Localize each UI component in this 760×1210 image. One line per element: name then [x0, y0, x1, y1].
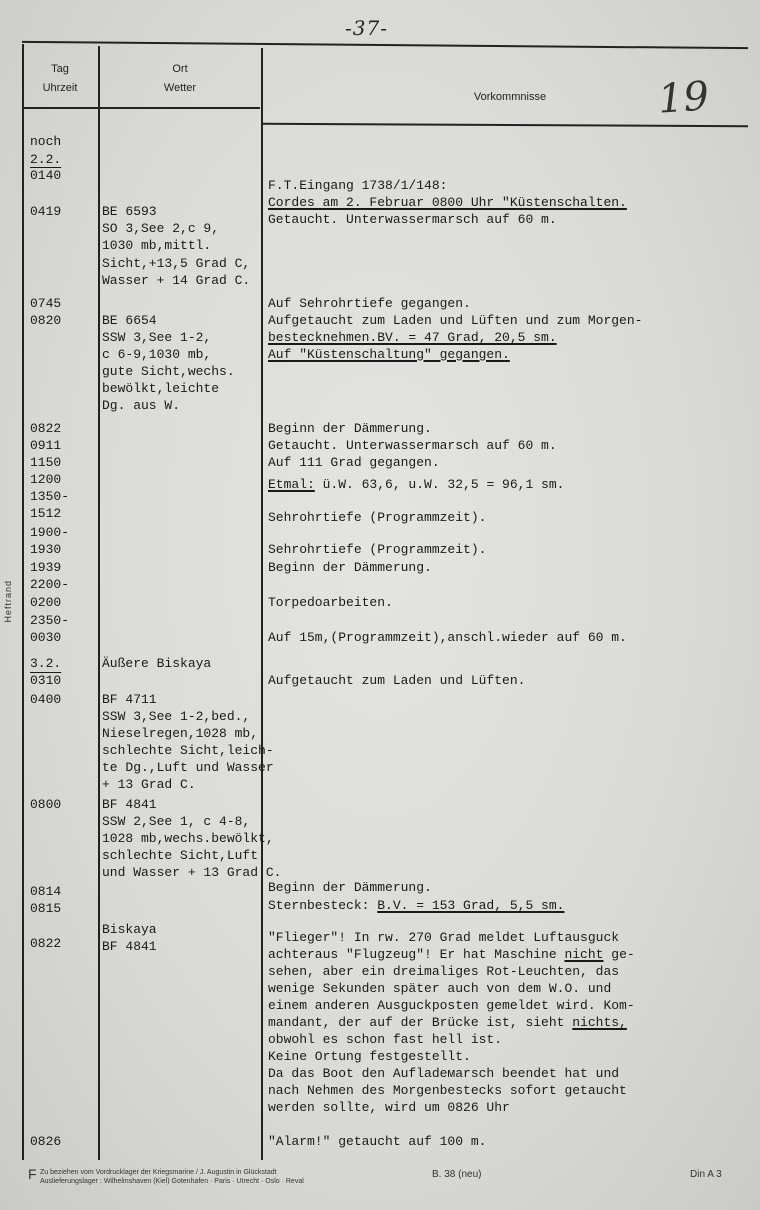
place-line: BE 6654 — [102, 313, 157, 328]
time-line: 0911 — [30, 438, 62, 453]
event-line: Da das Boot den Aufladeмarsch beendet hat und — [268, 1066, 620, 1081]
time-line: 0030 — [30, 630, 62, 645]
sternbesteck-label: Sternbesteck: — [268, 898, 378, 913]
event-line: F.T.Eingang 1738/1/148: — [268, 178, 448, 193]
event-line: Aufgetaucht zum Laden und Lüften. — [268, 673, 526, 688]
table-left-border — [22, 44, 24, 1160]
time-line: 0745 — [30, 296, 62, 311]
sternbesteck-value: B.V. = 153 Grad, 5,5 sm. — [377, 898, 565, 913]
event-line: Auf 111 Grad gegangen. — [268, 455, 440, 470]
time-line: 1939 — [30, 560, 62, 575]
place-line: c 6-9,1030 mb, — [102, 347, 212, 362]
emphasis-nichts: nichts, — [572, 1015, 627, 1030]
place-line: Sicht,+13,5 Grad C, — [102, 256, 251, 271]
footer-line-2: Auslieferungslager : Wilhelmshaven (Kiel) Gotenhafen · Paris · Utrecht · Oslo · Reval — [40, 1178, 304, 1185]
place-line: + 13 Grad C. — [102, 777, 196, 792]
place-line: SSW 3,See 1-2,bed., — [102, 709, 251, 724]
place-line: und Wasser + 13 Grad C. — [102, 865, 282, 880]
event-line: Beginn der Dämmerung. — [268, 560, 432, 575]
place-line: Dg. aus W. — [102, 398, 181, 413]
place-line: schlechte Sicht,Luft — [102, 848, 259, 863]
place-line: SSW 2,See 1, c 4-8, — [102, 814, 251, 829]
event-line: Auf "Küstenschaltung" gegangen. — [268, 347, 510, 362]
event-line: sehen, aber ein dreimaliges Rot-Leuchten, das — [268, 964, 620, 979]
event-line: nach Nehmen des Morgenbestecks sofort getaucht — [268, 1083, 627, 1098]
place-line: gute Sicht,wechs. — [102, 364, 235, 379]
place-line: Wasser + 14 Grad C. — [102, 273, 251, 288]
time-line: 0400 — [30, 692, 62, 707]
event-line: Beginn der Dämmerung. — [268, 421, 432, 436]
handwritten-page-number: 19 — [656, 73, 711, 123]
place-line: BF 4841 — [102, 797, 157, 812]
footer-supplier — [40, 1168, 304, 1186]
time-line: noch — [30, 134, 62, 149]
place-line: 1030 mb,mittl. — [102, 238, 212, 253]
event-line: einem anderen Ausguckposten gemeldet wird. Kom- — [268, 998, 635, 1013]
time-line: 2200- — [30, 577, 70, 592]
event-line: "Flieger"! In rw. 270 Grad meldet Luftausguck — [268, 930, 620, 945]
etmal-values: ü.W. 63,6, u.W. 32,5 = 96,1 sm. — [314, 477, 565, 492]
event-line: "Alarm!" getaucht auf 100 m. — [268, 1134, 487, 1149]
place-line: Äußere Biskaya — [102, 656, 212, 671]
footer-initial: F — [28, 1166, 37, 1182]
time-line: 0310 — [30, 673, 62, 688]
event-line: werden sollte, wird um 0826 Uhr — [268, 1100, 510, 1115]
page-number: -37- — [345, 16, 388, 40]
place-line: SO 3,See 2,c 9, — [102, 221, 220, 236]
event-text: achteraus "Flugzeug"! Er hat Maschine — [268, 947, 565, 962]
place-line: BF 4841 — [102, 939, 157, 954]
footer-form-number: B. 38 (neu) — [432, 1169, 482, 1180]
event-line: Torpedoarbeiten. — [268, 595, 393, 610]
column-divider-2 — [261, 48, 263, 1160]
event-line: Auf 15m,(Programmzeit),anschl.wieder auf 60 m. — [268, 630, 627, 645]
table-top-border — [22, 41, 748, 49]
time-line: 1350- — [30, 489, 70, 504]
place-line: 1028 mb,wechs.bewölkt, — [102, 831, 274, 846]
header-ort — [100, 60, 260, 98]
place-line: SSW 3,See 1-2, — [102, 330, 212, 345]
header-divider-right — [262, 123, 748, 128]
place-line: te Dg.,Luft und Wasser — [102, 760, 274, 775]
footer-paper-size: Din A 3 — [690, 1169, 722, 1180]
header-uhrzeit-label: Uhrzeit — [42, 82, 78, 94]
header-vorkommnisse: Vorkommnisse — [473, 91, 547, 103]
event-line: obwohl es schon fast hell ist. — [268, 1032, 503, 1047]
time-line: 1930 — [30, 542, 62, 557]
place-line: BF 4711 — [102, 692, 157, 707]
time-line: 0820 — [30, 313, 62, 328]
column-divider-1 — [98, 46, 100, 1160]
time-line: 0822 — [30, 421, 62, 436]
event-line-row — [268, 477, 564, 493]
event-text: ge- — [603, 947, 635, 962]
margin-label: Heftrand — [3, 580, 13, 623]
place-line: BE 6593 — [102, 204, 157, 219]
header-tag — [24, 60, 96, 98]
event-line: Beginn der Dämmerung. — [268, 880, 432, 895]
time-line: 0200 — [30, 595, 62, 610]
event-line: Aufgetaucht zum Laden und Lüften und zum Morgen- — [268, 313, 643, 328]
event-line: Cordes am 2. Februar 0800 Uhr "Küstenschalten. — [268, 195, 627, 210]
event-line: bestecknehmen.BV. = 47 Grad, 20,5 sm. — [268, 330, 557, 345]
time-line: 1512 — [30, 506, 62, 521]
event-line: Sehrohrtiefe (Programmzeit). — [268, 542, 487, 557]
time-line: 0419 — [30, 204, 62, 219]
event-line: Sehrohrtiefe (Programmzeit). — [268, 510, 487, 525]
event-text: mandant, der auf der Brücke ist, sieht — [268, 1015, 573, 1030]
event-line: Getaucht. Unterwassermarsch auf 60 m. — [268, 212, 557, 227]
time-line: 1900- — [30, 525, 70, 540]
etmal-label: Etmal: — [268, 477, 315, 492]
header-tag-label: Tag — [51, 63, 69, 75]
place-line: bewölkt,leichte — [102, 381, 220, 396]
event-line-row — [268, 1015, 627, 1031]
footer-line-1: Zu beziehen vom Vordrucklager der Kriegsmarine / J. Augustin in Glückstadt — [40, 1169, 277, 1176]
event-line: Auf Sehrohrtiefe gegangen. — [268, 296, 471, 311]
time-line: 3.2. — [30, 656, 62, 671]
time-line: 1200 — [30, 472, 62, 487]
event-line: wenige Sekunden später auch von dem W.O. und — [268, 981, 612, 996]
time-line: 0815 — [30, 901, 62, 916]
time-line: 0140 — [30, 168, 62, 183]
time-line: 0822 — [30, 936, 62, 951]
event-line-row — [268, 947, 635, 963]
header-divider-left — [22, 107, 260, 109]
header-ort-label: Ort — [172, 63, 188, 75]
event-line-row — [268, 898, 564, 914]
header-wetter-label: Wetter — [163, 82, 197, 94]
time-line: 0826 — [30, 1134, 62, 1149]
time-line: 0814 — [30, 884, 62, 899]
time-line: 2350- — [30, 613, 70, 628]
time-line: 0800 — [30, 797, 62, 812]
place-line: Nieselregen,1028 mb, — [102, 726, 259, 741]
place-line: Biskaya — [102, 922, 157, 937]
time-line: 2.2. — [30, 152, 62, 167]
event-line: Getaucht. Unterwassermarsch auf 60 m. — [268, 438, 557, 453]
time-line: 1150 — [30, 455, 62, 470]
event-line: Keine Ortung festgestellt. — [268, 1049, 471, 1064]
emphasis-nicht: nicht — [564, 947, 604, 962]
place-line: schlechte Sicht,leich- — [102, 743, 274, 758]
